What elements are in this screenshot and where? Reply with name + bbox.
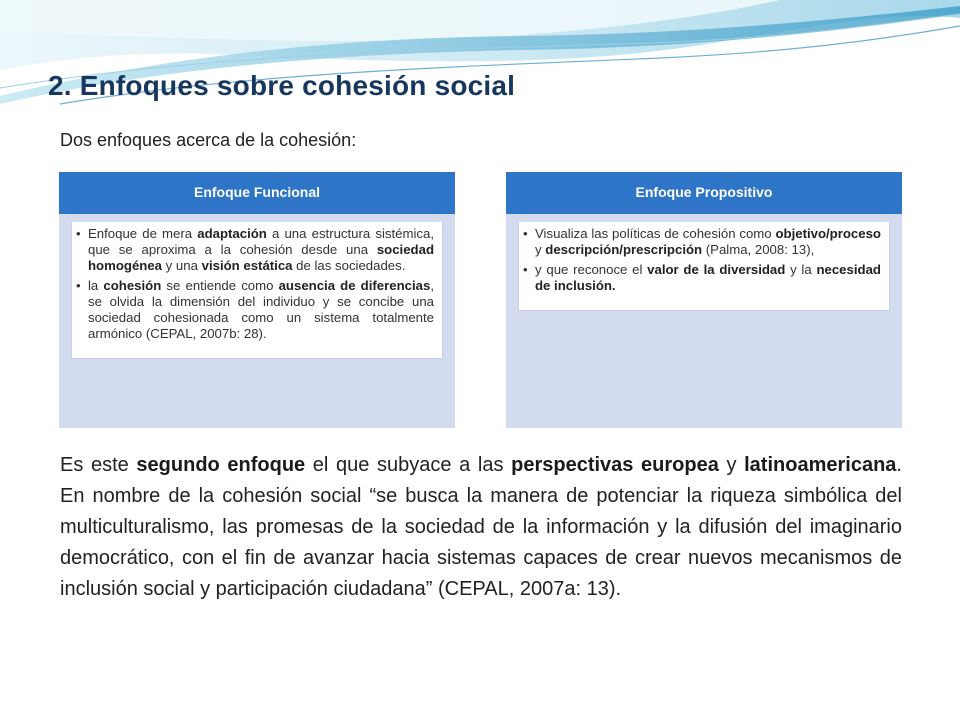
text-run: se entiende como [161,278,279,293]
bullet-item [76,226,434,274]
text-run: la [88,278,104,293]
text-run: y que reconoce el [535,262,648,277]
bold-text-run: objetivo/proceso [775,226,881,241]
text-run: (Palma, 2008: 13), [702,242,815,257]
text-run: , se olvida la dimensión del individuo y se concibe una sociedad cohesionada como un sistema totalmente armónico (CEPAL, 2007b: 28). [88,278,434,341]
text-run: y [718,454,745,476]
bold-text-run: perspectivas europea [511,454,719,476]
propositive-approach-body [518,222,890,311]
bullet-item [76,278,434,342]
text-run: . En nombre de la cohesión social “se busca la manera de potenciar la riqueza simbólica del multiculturalismo, las promesas de la sociedad de la información y la difusión del imaginario democrático, con el fin de avanzar hacia sistemas capaces de crear nuevos mecanismos de inclusión social y participación ciudadana” (CEPAL, 2007a: 13). [60,454,902,600]
propositive-approach-header: Enfoque Propositivo [506,172,902,214]
propositive-approach-panel [506,172,902,428]
functional-approach-header: Enfoque Funcional [59,172,455,214]
functional-approach-panel [59,172,455,428]
bold-text-run: adaptación [197,226,267,241]
text-run: y la [785,262,817,277]
bold-text-run: visión estática [201,258,293,273]
text-run: Enfoque de mera [88,226,198,241]
text-run: Visualiza las políticas de cohesión como [535,226,776,241]
conclusion-paragraph [60,450,902,605]
bullet-item [523,226,881,258]
text-run: Es este [60,454,137,476]
bullet-item [523,262,881,294]
bold-text-run: ausencia de diferencias [278,278,431,293]
bold-text-run: segundo enfoque [136,454,306,476]
bold-text-run: descripción/prescripción [545,242,703,257]
bold-text-run: sociedad homogénea [88,242,434,273]
bold-text-run: necesidad de inclusión. [535,262,881,293]
text-run: a una estructura sistémica, que se aproxima a la cohesión desde una [88,226,434,257]
bold-text-run: valor de la diversidad [647,262,786,277]
functional-approach-body [71,222,443,359]
text-run: y una [162,258,202,273]
slide-title: 2. Enfoques sobre cohesión social [48,70,516,101]
slide-subtitle: Dos enfoques acerca de la cohesión: [60,130,357,150]
text-run: el que subyace a las [305,454,512,476]
bold-text-run: latinoamericana [744,454,897,476]
bold-text-run: cohesión [103,278,162,293]
functional-approach-list [72,222,434,350]
propositive-approach-list [519,222,881,302]
text-run: y [535,242,546,257]
text-run: de las sociedades. [292,258,406,273]
